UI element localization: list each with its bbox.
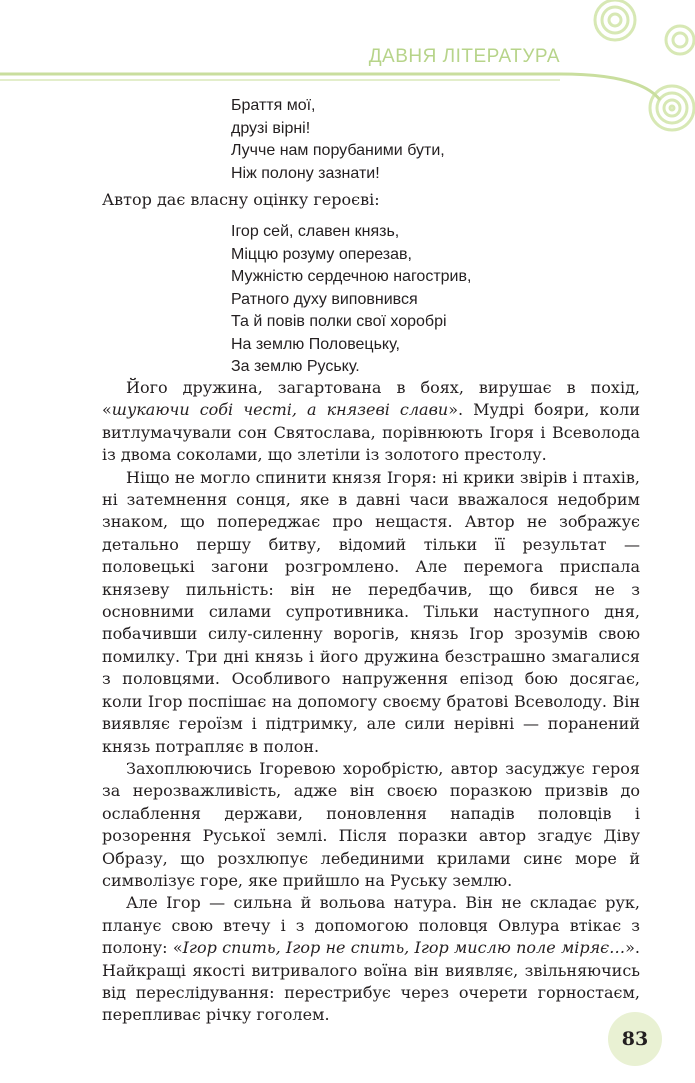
quote-italic: шукаючи собі честі, а князеві слави <box>111 400 449 420</box>
poem-line: На землю Половецьку, <box>231 335 400 353</box>
paragraph: Ніщо не могло спинити князя Ігоря: ні крики звірів і птахів, ні затемнення сонця, яке в давні часи вважалося недобрим знаком, що попереджає про нещастя. Автор не зображує детально першу битву, відомий тільки її результат — половецькі загони розгромлено. Але перемога приспала князеву пильність: він не передбачив, що бився не з основними силами супротивника. Тільки наступного дня, побачивши силу-силенну ворогів, князь Ігор зрозумів свою помилку. Три дні князь і його дружина безстрашно змагалися з половцями. Особливого напруження епізод бою досягає, коли Ігор поспішає на допомогу своєму братові Всеволоду. Він виявляє героїзм і підтримку, але сили нерівні — поранений князь потрапляє в полон. <box>102 467 640 756</box>
poem-line: Ратного духу виповнився <box>231 290 418 308</box>
quote-italic: Ігор спить, Ігор не спить, Ігор мислю поле міряє… <box>182 938 626 958</box>
poem-line: Мужністю сердечною нагострив, <box>231 268 472 285</box>
poem-quote-2 <box>231 221 471 379</box>
poem-line: За землю Руську. <box>231 358 360 375</box>
poem-line: Лучче нам порубаними бути, <box>231 142 445 159</box>
paragraph <box>102 377 640 467</box>
text-run: Його дружина, загартована в боях, вирушає в похід, « <box>102 378 640 420</box>
text-run: Але Ігор — сильна й вольова натура. Він не складає рук, планує свою втечу і з допомогою половця Овлура втікає з полону: « <box>102 893 640 958</box>
text-run: ». Мудрі бояри, коли витлумачували сон Святослава, порівнюють Ігоря і Всеволода із двома соколами, що злетіли із золотого престолу. <box>102 400 641 465</box>
section-title: ДАВНЯ ЛІТЕРАТУРА <box>368 46 560 67</box>
text-run: ». Найкращі якості витривалого воїна він виявляє, звільняючись від переслідування: перестрибує через очерети горностаєм, перепливає річку гоголем. <box>102 938 640 1025</box>
body-text <box>102 377 640 1027</box>
poem-line: Ігор сей, славен князь, <box>231 223 400 240</box>
poem-line: Міццю розуму оперезав, <box>231 245 412 263</box>
poem-line: друзі вірні! <box>231 119 311 137</box>
poem-line: Ніж полону зазнати! <box>231 164 380 182</box>
poem-quote-1 <box>231 95 445 185</box>
poem-line: Та й повів полки свої хоробрі <box>231 313 447 330</box>
intro-text: Автор дає власну оцінку героєві: <box>102 190 380 209</box>
poem-line: Браття мої, <box>231 97 316 114</box>
paragraph <box>102 892 640 1026</box>
paragraph: Захоплюючись Ігоревою хоробрістю, автор засуджує героя за нерозважливість, адже він своєю поразкою призвів до ослаблення держави, поновлення нападів половців і розорення Руської землі. Після поразки автор згадує Діву Образу, що розхлюпує лебединими крилами синє море й символізує горе, яке прийшло на Руську землю. <box>102 758 640 890</box>
page-number: 83 <box>608 1012 662 1066</box>
